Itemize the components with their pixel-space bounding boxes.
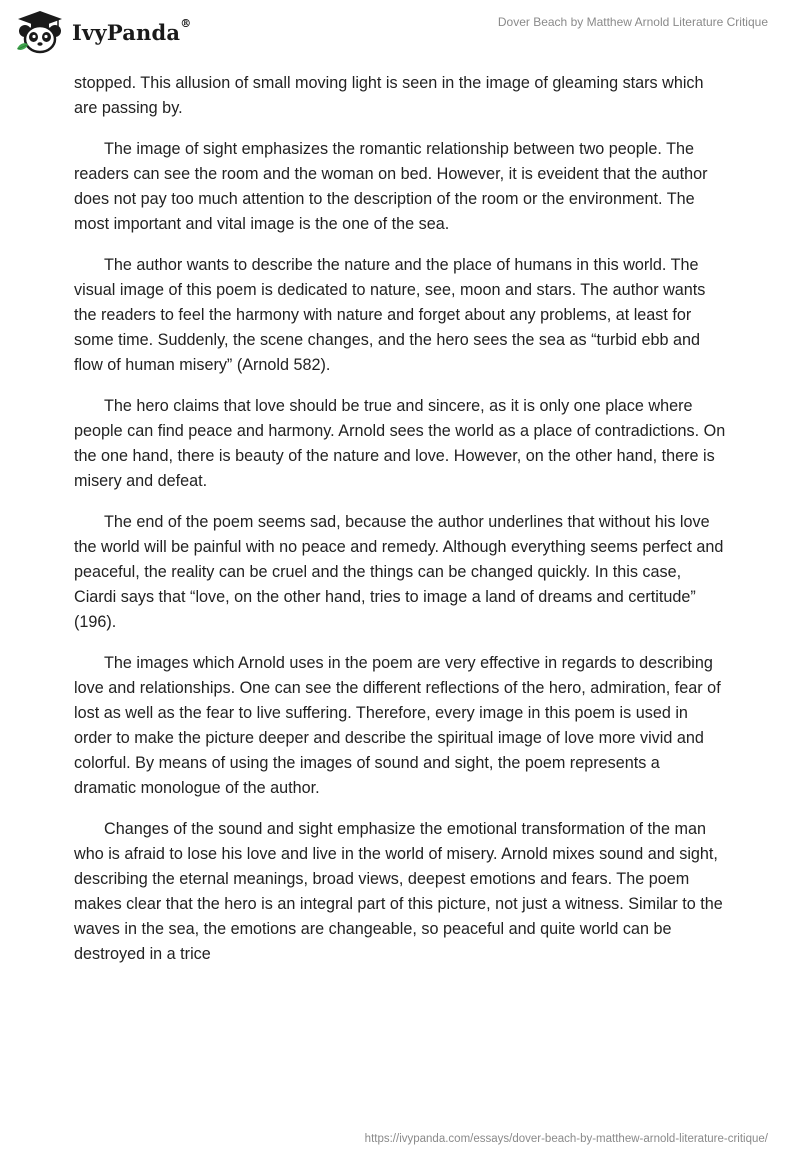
- paragraph: Changes of the sound and sight emphasize the emotional transformation of the man who is afraid to lose his love and live in the world of misery. Arnold mixes sound and sight, describing the eternal meanings, broad views, deepest emotions and fears. The poem makes clear that the hero is an integral part of this picture, not just a witness. Similar to the waves in the sea, the emotions are changeable, so peaceful and quite world can be destroyed in a trice: [74, 820, 723, 963]
- document-title: Dover Beach by Matthew Arnold Literature Critique: [497, 15, 768, 29]
- paragraph: The author wants to describe the nature and the place of humans in this world. The visual image of this poem is dedicated to nature, see, moon and stars. The author wants the readers to feel the harmony with nature and forget about any problems, at least for some time. Suddenly, the scene changes, and the hero sees the sea as “turbid ebb and flow of human misery” (Arnold 582).: [74, 256, 706, 374]
- page-header: [0, 0, 800, 66]
- panda-graduate-icon: [14, 9, 66, 55]
- paragraph: The hero claims that love should be true and sincere, as it is only one place where people can find peace and harmony. Arnold sees the world as a place of contradictions. On the one hand, there is beauty of the nature and love. However, on the other hand, there is misery and defeat.: [74, 397, 726, 490]
- paragraph: The image of sight emphasizes the romantic relationship between two people. The readers can see the room and the woman on bed. However, it is eveident that the author does not pay too much attention to the description of the room or the environment. The most important and vital image is the one of the sea.: [74, 140, 708, 233]
- ivypanda-logo[interactable]: [14, 9, 191, 55]
- source-url[interactable]: https://ivypanda.com/essays/dover-beach-by-matthew-arnold-literature-critique/: [364, 1133, 768, 1145]
- paragraph: The end of the poem seems sad, because the author underlines that without his love the world will be painful with no peace and remedy. Although everything seems perfect and peaceful, the reality can be cruel and the things can be changed quickly. In this case, Ciardi says that “love, on the other hand, tries to image a land of dreams and certitude” (196).: [74, 513, 724, 631]
- logo-wordmark: IvyPanda®: [72, 16, 192, 45]
- paragraph: The images which Arnold uses in the poem are very effective in regards to describing love and relationships. One can see the different reflections of the hero, admiration, fear of lost as well as the fear to live suffering. Therefore, every image in this poem is used in order to make the picture deeper and describe the spiritual image of love more vivid and colorful. By means of using the images of sound and sight, the poem represents a dramatic monologue of the author.: [74, 654, 721, 797]
- essay-body: [74, 71, 726, 983]
- paragraph: stopped. This allusion of small moving light is seen in the image of gleaming stars which are passing by.: [74, 74, 704, 117]
